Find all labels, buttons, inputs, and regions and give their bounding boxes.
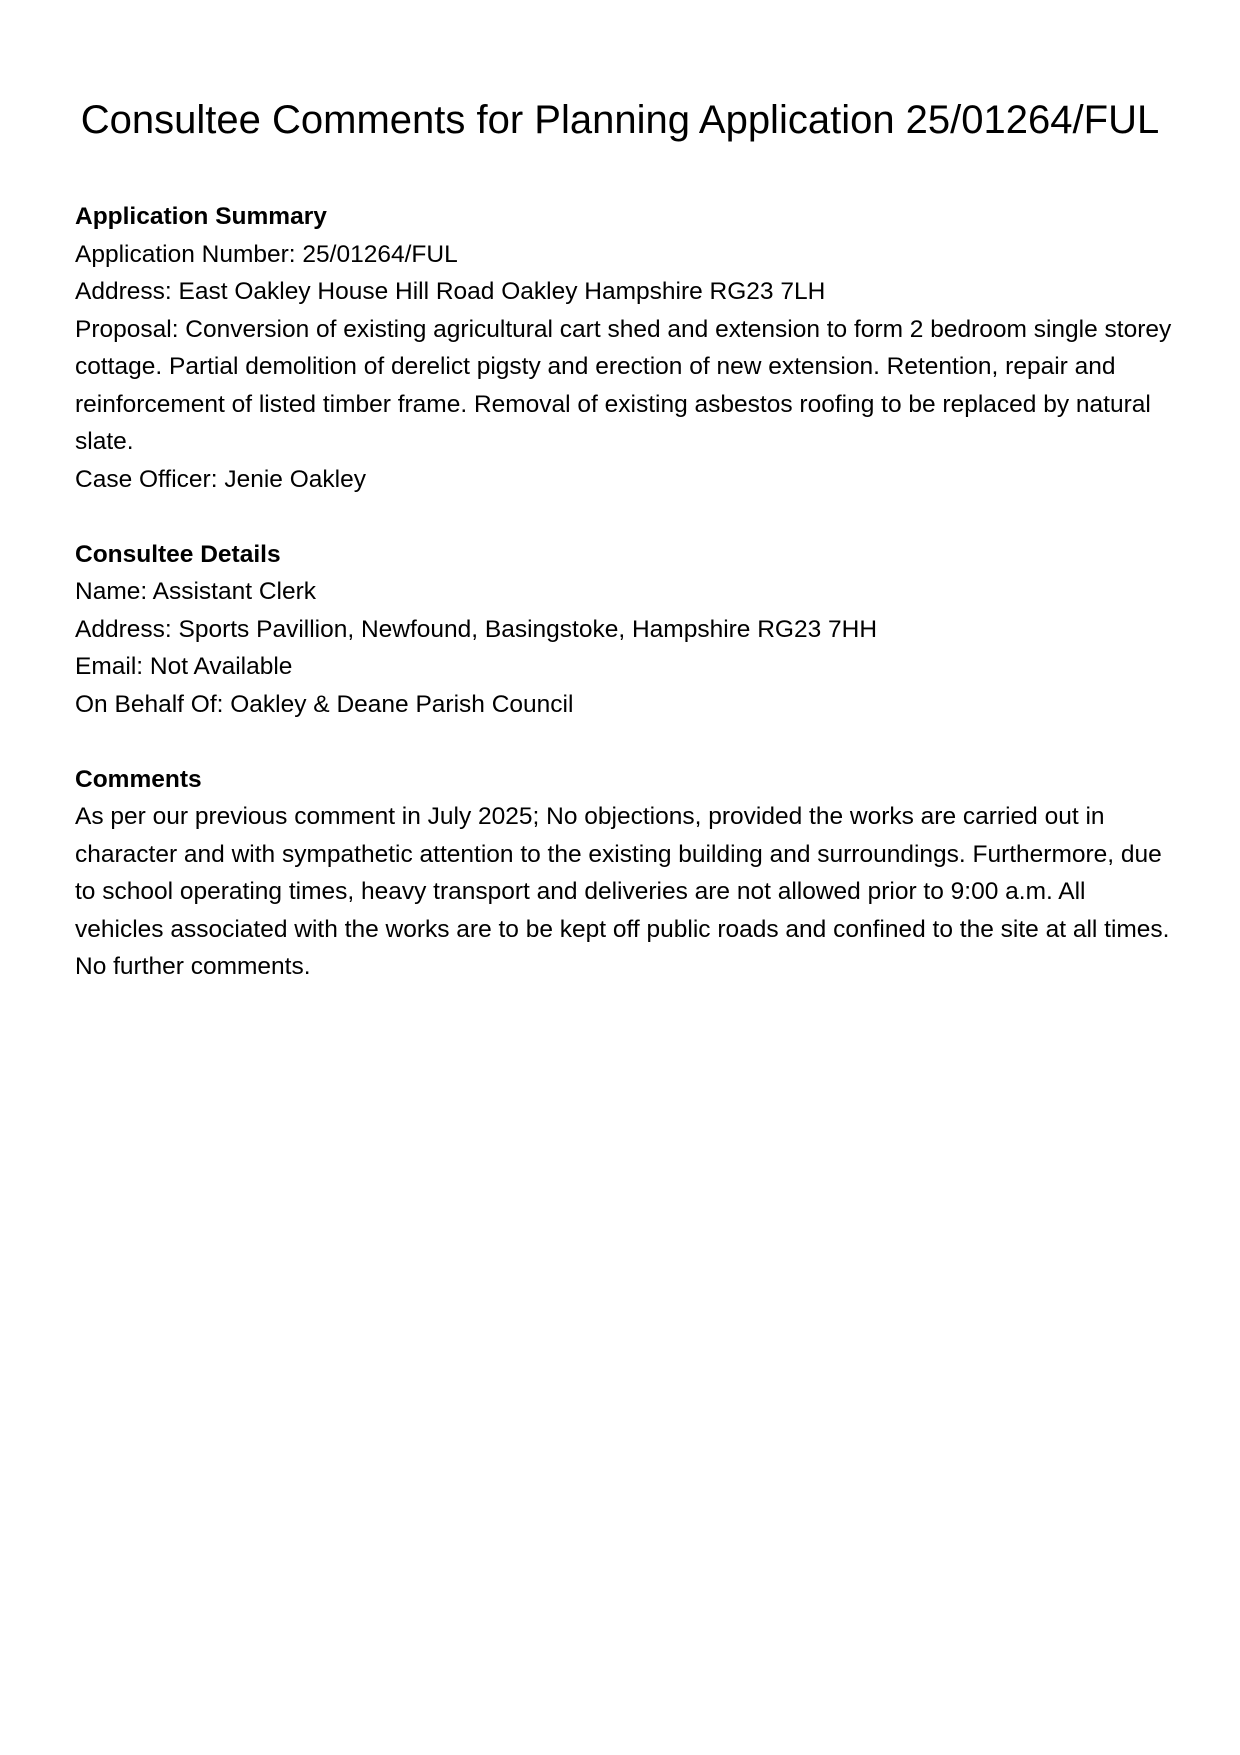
consultee-details-section	[75, 536, 1175, 724]
comments-heading: Comments	[75, 765, 202, 793]
consultee-details-heading: Consultee Details	[75, 540, 281, 568]
application-number: Application Number: 25/01264/FUL	[75, 240, 458, 268]
application-proposal: Proposal: Conversion of existing agricultural cart shed and extension to form 2 bedroom single storey cottage. Partial demolition of derelict pigsty and erection of new extension. Retention, repair and reinforcement of listed timber frame. Removal of existing asbestos roofing to be replaced by natural slate.	[75, 315, 1172, 455]
document-title: Consultee Comments for Planning Application 25/01264/FUL	[80, 98, 1160, 142]
document-content	[75, 198, 1175, 1023]
consultee-address: Address: Sports Pavillion, Newfound, Basingstoke, Hampshire RG23 7HH	[75, 615, 878, 643]
consultee-name: Name: Assistant Clerk	[75, 578, 316, 605]
case-officer: Case Officer: Jenie Oakley	[75, 465, 366, 493]
application-summary-section	[75, 198, 1175, 498]
comments-section	[75, 761, 1175, 986]
comments-text: As per our previous comment in July 2025; No objections, provided the works are carried out in character and with sympathetic attention to the existing building and surroundings. Furthermore, due to school operating times, heavy transport and deliveries are not allowed prior to 9:00 a.m. All vehicles associated with the works are to be kept off public roads and confined to the site at all times. No further comments.	[75, 803, 1170, 980]
application-summary-heading: Application Summary	[75, 203, 327, 230]
application-address: Address: East Oakley House Hill Road Oakley Hampshire RG23 7LH	[75, 278, 826, 305]
consultee-on-behalf-of: On Behalf Of: Oakley & Deane Parish Council	[75, 690, 574, 718]
consultee-email: Email: Not Available	[75, 653, 293, 680]
